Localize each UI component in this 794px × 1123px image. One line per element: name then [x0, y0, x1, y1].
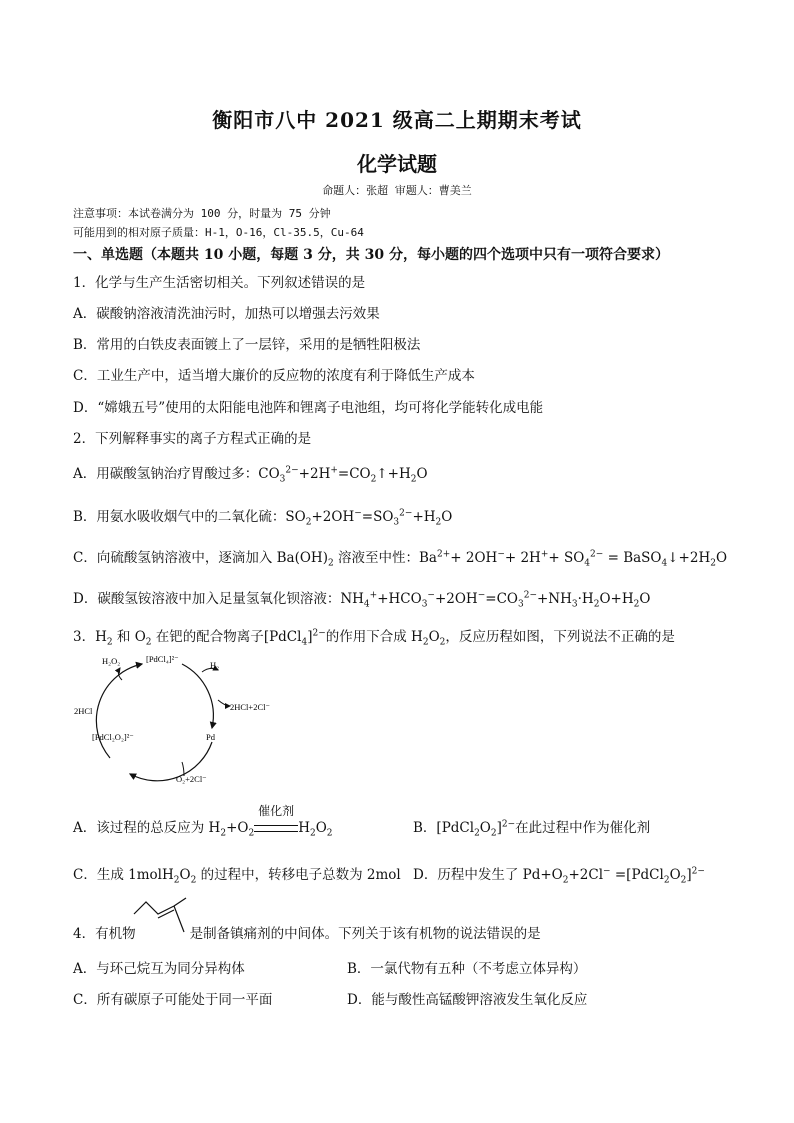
- question-4-stem: 4．有机物 是制备镇痛剂的中间体。下列关于该有机物的说法错误的是: [73, 926, 541, 942]
- question-1-stem: 1．化学与生产生活密切相关。下列叙述错误的是: [73, 275, 366, 291]
- label-pdcl2o2: [PdCl₂O₂]²⁻: [92, 732, 134, 742]
- question-2-option-c: C．向硫酸氢钠溶液中，逐滴加入 $Ba(OH)_2$ 溶液至中性：$Ba^{2+}+ 2OH^-+ 2H^++ SO_4^{2-}$ = $BaSO_4↓+2H_2O$: [73, 549, 728, 569]
- question-2-option-a: A．用碳酸氢钠治疗胃酸过多：$CO_3^{2-}+2H^+=CO_2↑+H_2O$: [73, 465, 428, 485]
- question-1-option-d: D．“嫦娥五号”使用的太阳能电池阵和锂离子电池组，均可将化学能转化成电能: [73, 400, 544, 416]
- question-1-option-c: C．工业生产中，适当增大廉价的反应物的浓度有利于降低生产成本: [73, 368, 475, 384]
- section-heading: 一、单选题（本题共 10 小题，每题 3 分，共 30 分，每小题的四个选项中只有一项符合要求）: [73, 247, 669, 263]
- label-2hcl-2cl: 2HCl+2Cl⁻: [230, 702, 270, 712]
- question-1-option-b: B．常用的白铁皮表面镀上了一层锌，采用的是牺牲阳极法: [73, 337, 421, 353]
- question-2-option-d: D．碳酸氢铵溶液中加入足量氢氧化钡溶液：$NH_4^++HCO_3^-+2OH^-=CO_3^{2-}+NH_3\cdot H_2O+H_2O$: [73, 590, 651, 610]
- question-4-option-d: D．能与酸性高锰酸钾溶液发生氧化反应: [347, 992, 588, 1008]
- exam-title: 衡阳市八中 2021 级高二上期期末考试: [212, 108, 582, 132]
- reaction-cycle-diagram: [70, 650, 290, 790]
- atomic-masses: 可能用到的相对原子质量：H-1，O-16，Cl-35.5，Cu-64: [73, 226, 364, 239]
- exam-notice: 注意事项：本试卷满分为 100 分，时量为 75 分钟: [73, 207, 331, 220]
- hcl-output-arrow: [218, 700, 230, 706]
- label-h2: H₂: [210, 660, 220, 670]
- question-2-option-b: B．用氨水吸收烟气中的二氧化硫：$SO_2+2OH^-=SO_3^{2-}+H_2O$: [73, 508, 453, 528]
- cycle-arc-left: [96, 664, 142, 758]
- organic-molecule-structure: [132, 896, 188, 938]
- label-2hcl: 2HCl: [74, 706, 93, 716]
- question-4-option-a: A．与环己烷互为同分异构体: [73, 961, 245, 977]
- authors-line: 命题人：张超 审题人：曹美兰: [322, 184, 472, 197]
- question-4-option-c: C．所有碳原子可能处于同一平面: [73, 992, 273, 1008]
- question-3-option-d: D．历程中发生了 $Pd+O_2+2Cl^-$ $=[PdCl_2O_2]^{2-}$: [413, 866, 705, 886]
- question-3-option-b: B．$[PdCl_2O_2]^{2-}$在此过程中作为催化剂: [413, 819, 651, 839]
- question-3-option-a: A．该过程的总反应为 $H_2+O_2$ 催化剂 $H_2O_2$: [73, 804, 333, 839]
- label-h2o2: H₂O₂: [102, 656, 121, 666]
- question-3-stem: 3．$H_2$ 和 $O_2$ 在钯的配合物离子[PdCl$_4$]$^{2-}$的作用下合成 $H_2O_2$，反应历程如图，下列说法不正确的是: [73, 628, 675, 648]
- question-2-stem: 2．下列解释事实的离子方程式正确的是: [73, 431, 312, 447]
- label-pdcl4: [PdCl₄]²⁻: [146, 654, 179, 664]
- exam-subject: 化学试题: [357, 152, 437, 176]
- question-3-option-c: C．生成 $1molH_2O_2$ 的过程中，转移电子总数为 2mol: [73, 867, 401, 886]
- question-1-option-a: A．碳酸钠溶液清洗油污时，加热可以增强去污效果: [73, 306, 380, 322]
- label-pd: Pd: [206, 732, 215, 742]
- label-o2-2cl: O₂+2Cl⁻: [176, 774, 207, 784]
- cycle-arc-top-right: [182, 664, 213, 728]
- question-4-option-b: B．一氯代物有五种（不考虑立体异构）: [347, 961, 587, 977]
- catalyst-arrow: 催化剂: [254, 820, 298, 836]
